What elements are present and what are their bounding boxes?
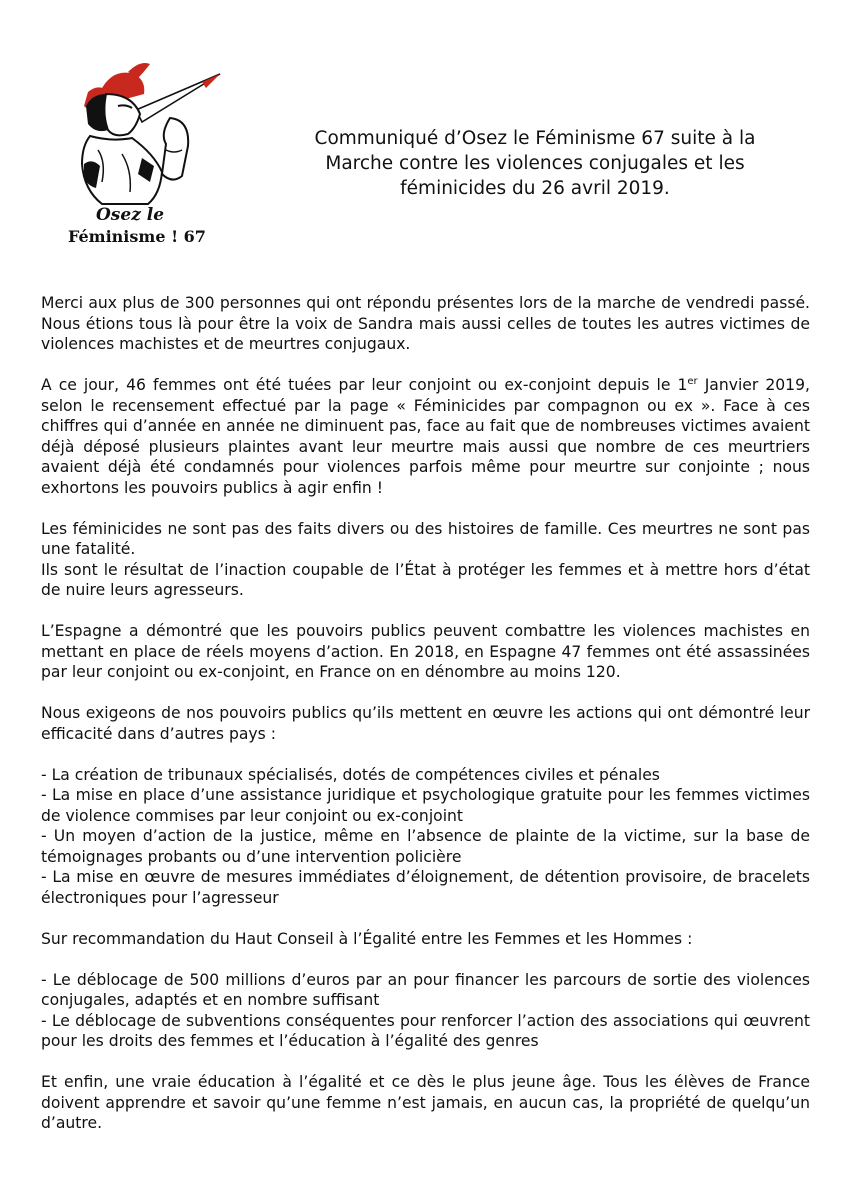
paragraph-education: Et enfin, une vraie éducation à l’égalité et ce dès le plus jeune âge. Tous les élèves de France doivent apprendre et savoir qu’une femme n’est jamais, en aucun cas, la propriété de quelqu’un d’autre. — [41, 1073, 810, 1132]
paragraph-thanks: Merci aux plus de 300 personnes qui ont répondu présentes lors de la marche de vendredi passé. Nous étions tous là pour être la voix de Sandra mais aussi celles de toutes les autres victimes de violences machistes et de meurtres conjugaux. — [41, 294, 810, 353]
paragraph-text: A ce jour, 46 femmes ont été tuées par leur conjoint ou ex-conjoint depuis le 1 — [41, 376, 688, 394]
page-title — [265, 126, 805, 201]
title-line: Marche contre les violences conjugales et les — [325, 153, 745, 174]
paragraph-hce: Sur recommandation du Haut Conseil à l’Égalité entre les Femmes et les Hommes : — [41, 929, 693, 948]
osez-le-feminisme-logo — [62, 54, 222, 254]
list-item: - Le déblocage de subventions conséquentes pour renforcer l’action des associations qui œuvrent pour les droits des femmes et l’éducation à l’égalité des genres — [41, 1011, 810, 1050]
paragraph-text: Janvier 2019, selon le recensement effectué par la page « Féminicides par compagnon ou ex ». Face à ces chiffres qui d’année en année ne diminuent pas, face au fait que de nombreuses victimes avaient déjà déposé plusieurs plaintes avant leur meurtre mais aussi que nombre de ces meurtriers avaient déjà été condamnés pour violences parfois même pour meurtre sur conjointe ; nous exhortons les pouvoirs publics à agir enfin ! — [41, 376, 810, 497]
title-line: Communiqué d’Osez le Féminisme 67 suite à la — [314, 128, 756, 149]
logo-text-line1: Osez le — [96, 205, 165, 225]
list-item: - La mise en œuvre de mesures immédiates d’éloignement, de détention provisoire, de bracelets électroniques pour l’agresseur — [41, 868, 810, 907]
paragraph-state-inaction: Ils sont le résultat de l’inaction coupable de l’État à protéger les femmes et à mettre hors d’état de nuire leurs agresseurs. — [41, 560, 810, 599]
paragraph-feminicides: Les féminicides ne sont pas des faits divers ou des histoires de famille. Ces meurtres ne sont pas une fatalité. — [41, 519, 810, 558]
list-item: - La mise en place d’une assistance juridique et psychologique gratuite pour les femmes victimes de violence commises par leur conjoint ou ex-conjoint — [41, 786, 810, 825]
press-release-body — [41, 293, 810, 1154]
paragraph-statistics — [41, 375, 810, 498]
logo-text-line2: Féminisme ! 67 — [68, 227, 206, 246]
paragraph-demands: Nous exigeons de nos pouvoirs publics qu’ils mettent en œuvre les actions qui ont démontré leur efficacité dans d’autres pays : — [41, 704, 810, 743]
list-item: - La création de tribunaux spécialisés, dotés de compétences civiles et pénales — [41, 765, 660, 784]
title-line: féminicides du 26 avril 2019. — [400, 178, 670, 199]
paragraph-spain: L’Espagne a démontré que les pouvoirs publics peuvent combattre les violences machistes en mettant en place de réels moyens d’action. En 2018, en Espagne 47 femmes ont été assassinées par leur conjoint ou ex-conjoint, en France on en dénombre au moins 120. — [41, 622, 810, 681]
list-item: - Un moyen d’action de la justice, même en l’absence de plainte de la victime, sur la base de témoignages probants ou d’une intervention policière — [41, 827, 810, 866]
superscript: er — [687, 376, 698, 387]
list-item: - Le déblocage de 500 millions d’euros par an pour financer les parcours de sortie des violences conjugales, adaptés et en nombre suffisant — [41, 970, 810, 1009]
logo-illustration-icon — [62, 54, 222, 254]
